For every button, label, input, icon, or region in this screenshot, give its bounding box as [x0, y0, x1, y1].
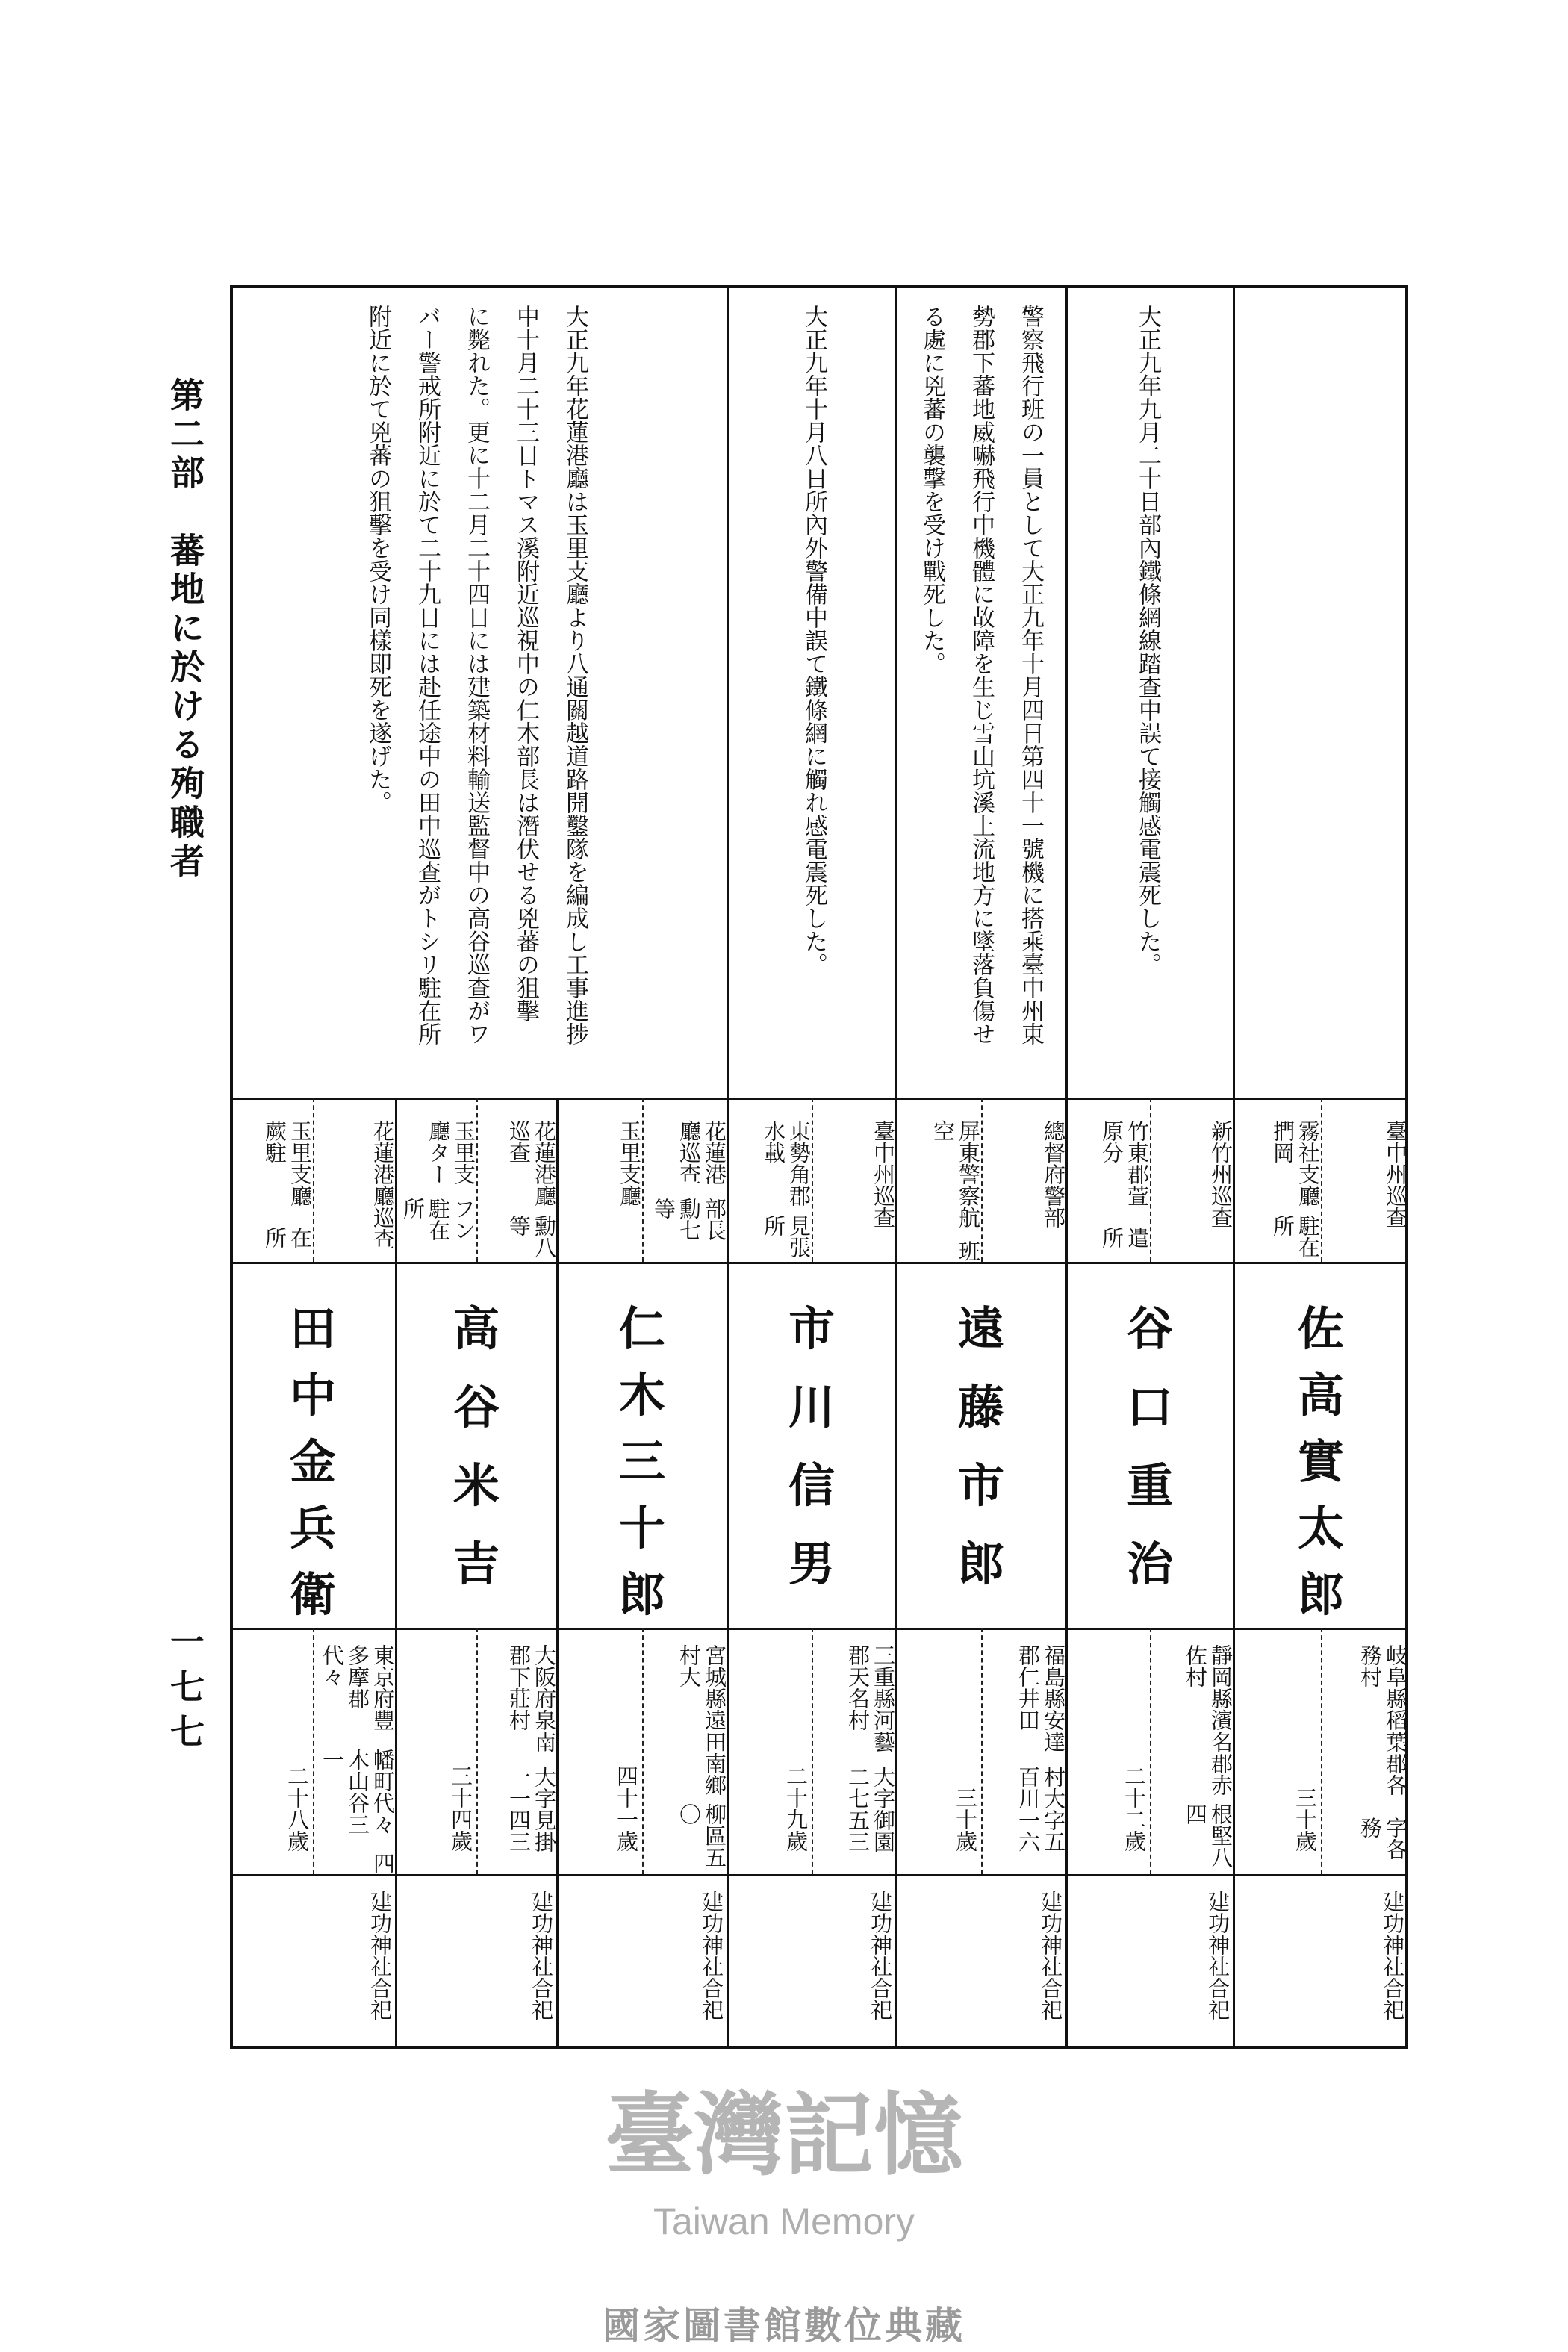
narrative-line: る處に兇蕃の襲擊を受け戰死した。: [918, 305, 945, 675]
shrine-note: 建功神社合祀: [699, 1891, 724, 2020]
person-name: [230, 1292, 396, 1622]
age-cell: [1233, 1628, 1322, 1874]
entry-column: [1066, 1098, 1233, 2047]
person-name: [1233, 1292, 1408, 1622]
post: [896, 1120, 981, 1262]
name-char: 遠: [957, 1301, 1004, 1356]
post-line: 霧社支廳捫岡: [1270, 1120, 1321, 1207]
post-line: 屏東警察航空: [930, 1120, 981, 1228]
title-cell: [727, 1098, 896, 1262]
rank-line: 臺中州巡查: [871, 1120, 896, 1228]
rank-cell: [642, 1098, 727, 1262]
name-char: 谷: [452, 1380, 500, 1434]
post-line: 在所: [262, 1226, 313, 1248]
rank: [981, 1120, 1066, 1228]
name-char: 金: [289, 1434, 336, 1489]
footer-credit: 國家圖書館數位典藏: [603, 2303, 965, 2348]
name-char: 高: [1297, 1368, 1344, 1422]
name-char: 吉: [452, 1537, 500, 1591]
domicile: [1150, 1644, 1233, 1874]
age: 二十二歲: [1121, 1765, 1147, 1852]
rank-cell: [812, 1098, 896, 1262]
post-cell: [396, 1098, 478, 1262]
shrine-cell: [1066, 1874, 1233, 2047]
post: [727, 1120, 812, 1262]
address-line: 幡町代々木山谷三一: [320, 1748, 396, 1835]
rank: [642, 1120, 727, 1262]
watermark-text: Taiwan Memory: [653, 2200, 915, 2242]
part-header: 第二部 蕃地に於ける殉職者: [165, 377, 205, 882]
name-char: 佐: [1297, 1301, 1344, 1356]
narrative-line: に斃れた。更に十二月二十四日には建築材料輸送監督中の高谷巡查がワ: [463, 305, 490, 1045]
person-name: [1066, 1292, 1233, 1605]
name-char: 治: [1126, 1537, 1173, 1591]
name-char: 郎: [1297, 1567, 1344, 1622]
name-char: 實: [1297, 1434, 1344, 1489]
divider: [1065, 285, 1068, 1099]
name-char: 川: [788, 1380, 835, 1434]
name-char: 郎: [618, 1567, 665, 1622]
name-char: 木: [618, 1368, 665, 1422]
address-line: 字各務: [1357, 1817, 1408, 1860]
domicile-cell: [476, 1628, 557, 1874]
rank-cell: [1321, 1098, 1408, 1262]
name-cell: [557, 1262, 727, 1628]
age: 三十歲: [1292, 1787, 1318, 1852]
address-line: 四: [370, 1852, 396, 1874]
address-line: 福島縣安達郡仁井田: [1015, 1644, 1066, 1752]
shrine-cell: [1233, 1874, 1408, 2047]
shrine-note: 建功神社合祀: [868, 1891, 893, 2020]
title-cell: [896, 1098, 1066, 1262]
address-cell: [557, 1628, 727, 1874]
title-cell: [1066, 1098, 1233, 1262]
post: [230, 1120, 313, 1262]
rank-line: 花蓮港廳巡查: [506, 1120, 557, 1207]
rank: [1150, 1120, 1233, 1228]
name-char: 田: [289, 1301, 336, 1356]
page-number: 一七七: [165, 1624, 205, 1758]
domicile-cell: [1321, 1628, 1408, 1874]
post: [557, 1120, 642, 1207]
narrative-line: 勢郡下蕃地威嚇飛行中機體に故障を生じ雪山坑溪上流地方に墜落負傷せ: [968, 305, 995, 1045]
address-cell: [727, 1628, 896, 1874]
domicile-cell: [812, 1628, 896, 1874]
post-line: 東勢角郡水載: [761, 1120, 812, 1207]
narrative-line: 大正九年九月二十日部內鐵條網線踏查中誤て接觸感電震死した。: [1134, 305, 1161, 976]
address-line: 三重縣河藝郡天名村: [845, 1644, 896, 1752]
post-line: 玉里支廳ター: [426, 1120, 476, 1185]
post-line: 玉里支廳: [617, 1120, 642, 1207]
name-cell: [230, 1262, 396, 1628]
shrine-note: 建功神社合祀: [529, 1891, 554, 2020]
post: [396, 1120, 476, 1262]
post-line: 玉里支廳蕨駐: [262, 1120, 313, 1207]
address-line: 大阪府泉南郡下莊村: [506, 1644, 557, 1752]
post-cell: [230, 1098, 314, 1262]
person-name: [896, 1292, 1066, 1605]
rank-line: 臺中州巡查: [1383, 1120, 1408, 1228]
narrative-line: 大正九年十月八日所內外警備中誤て鐵條網に觸れ感電震死した。: [800, 305, 827, 976]
post: [1066, 1120, 1150, 1262]
rank-line: 新竹州巡查: [1208, 1120, 1233, 1228]
divider: [895, 285, 897, 1099]
name-char: 谷: [1126, 1301, 1173, 1356]
name-char: 藤: [957, 1380, 1004, 1434]
post-cell: [1066, 1098, 1151, 1262]
post-line: 班: [956, 1240, 981, 1262]
address-line: 根堅八四: [1183, 1803, 1233, 1869]
name-char: 中: [289, 1368, 336, 1422]
address-line: 宮城縣遠田南鄉村大: [676, 1644, 727, 1796]
age-cell: [396, 1628, 478, 1874]
narrative-line: 大正九年花蓮港廳は玉里支廳より八通關越道路開鑿隊を編成し工事進捗: [561, 305, 588, 1045]
title-cell: [396, 1098, 557, 1262]
person-name: [727, 1292, 896, 1605]
narrative-line: バー警戒所附近に於て二十九日には赴任途中の田中巡查がトシリ駐在所: [414, 305, 441, 1045]
shrine-cell: [557, 1874, 727, 2047]
age-cell: [896, 1628, 983, 1874]
post-line: 見張所: [761, 1214, 812, 1258]
person-name: [396, 1292, 557, 1605]
domicile: [812, 1644, 896, 1874]
age: 三十四歲: [448, 1765, 473, 1852]
rank-line: 花蓮港廳巡查: [370, 1120, 396, 1250]
rank-cell: [1150, 1098, 1233, 1262]
name-char: 兵: [289, 1501, 336, 1555]
post-cell: [557, 1098, 644, 1262]
domicile-cell: [981, 1628, 1066, 1874]
domicile: [981, 1644, 1066, 1874]
age-cell: [557, 1628, 644, 1874]
name-cell: [896, 1262, 1066, 1628]
name-char: 衛: [289, 1567, 336, 1622]
name-char: 太: [1297, 1501, 1344, 1555]
name-char: 市: [957, 1458, 1004, 1513]
name-char: 郎: [957, 1537, 1004, 1591]
age-cell: [727, 1628, 813, 1874]
post-line: 遣所: [1099, 1226, 1150, 1248]
name-char: 仁: [618, 1301, 665, 1356]
title-cell: [1233, 1098, 1408, 1262]
rank-line: 部長勳七等: [651, 1197, 727, 1241]
name-char: 米: [452, 1458, 500, 1513]
address-line: 東京府豐多摩郡代々: [320, 1644, 396, 1731]
address-line: 大字御園二七五三: [845, 1766, 896, 1853]
narrative-endo: [907, 305, 1055, 1045]
shrine-note: 建功神社合祀: [1380, 1891, 1405, 2020]
name-char: 高: [452, 1301, 500, 1356]
rank-line: 花蓮港廳巡查: [676, 1120, 727, 1185]
rank-cell: [476, 1098, 557, 1262]
shrine-cell: [896, 1874, 1066, 2047]
narrative-line: 附近に於て兇蕃の狙擊を受け同樣即死を遂げた。: [364, 305, 391, 814]
divider: [1233, 285, 1235, 1099]
age: 二十八歲: [284, 1765, 310, 1852]
shrine-note: 建功神社合祀: [1205, 1891, 1231, 2020]
name-cell: [396, 1262, 557, 1628]
address-cell: [1066, 1628, 1233, 1874]
domicile-cell: [313, 1628, 396, 1874]
name-char: 三: [618, 1434, 665, 1489]
shrine-cell: [727, 1874, 896, 2047]
title-cell: [557, 1098, 727, 1262]
domicile: [313, 1644, 396, 1874]
shrine-cell: [230, 1874, 396, 2047]
narrative-taniguchi: [1123, 305, 1172, 976]
watermark-logo: 臺灣記憶: [605, 2082, 963, 2188]
shrine-cell: [396, 1874, 557, 2047]
address-cell: [230, 1628, 396, 1874]
person-name: [557, 1292, 727, 1622]
entry-column: [396, 1098, 557, 2047]
name-char: 市: [788, 1301, 835, 1356]
post-cell: [1233, 1098, 1322, 1262]
entry-column: [727, 1098, 896, 2047]
domicile-cell: [1150, 1628, 1233, 1874]
name-cell: [1233, 1262, 1408, 1628]
age: 四十一歲: [614, 1765, 639, 1852]
domicile: [1321, 1644, 1408, 1874]
entry-column: [1233, 1098, 1408, 2047]
age: 三十歲: [953, 1787, 978, 1852]
domicile: [642, 1644, 727, 1874]
narrative-niki-takaya-tanaka: [353, 305, 600, 1045]
name-char: 信: [788, 1458, 835, 1513]
rank: [313, 1120, 396, 1250]
age-cell: [1066, 1628, 1151, 1874]
address-line: 柳區五〇: [676, 1803, 727, 1869]
address-line: 村大字五百川一六: [1015, 1766, 1066, 1853]
post: [1233, 1120, 1321, 1262]
post-cell: [896, 1098, 983, 1262]
address-cell: [896, 1628, 1066, 1874]
name-cell: [1066, 1262, 1233, 1628]
title-cell: [230, 1098, 396, 1262]
address-line: 大字見掛一一四三: [506, 1766, 557, 1853]
rank-line: 總督府警部: [1041, 1120, 1066, 1228]
address-line: 靜岡縣濱名郡赤佐村: [1183, 1644, 1233, 1796]
rank: [1321, 1120, 1408, 1228]
domicile: [476, 1644, 557, 1874]
name-char: 口: [1126, 1380, 1173, 1434]
domicile-cell: [642, 1628, 727, 1874]
shrine-note: 建功神社合祀: [1038, 1891, 1063, 2020]
rank: [812, 1120, 896, 1228]
narrative-line: 警察飛行班の一員として大正九年十月四日第四十一號機に搭乘臺中州東: [1017, 305, 1044, 1045]
entry-column: [557, 1098, 727, 2047]
narrative-ichikawa: [789, 305, 839, 976]
name-char: 重: [1126, 1458, 1173, 1513]
age-cell: [230, 1628, 314, 1874]
post-cell: [727, 1098, 813, 1262]
address-line: 岐阜縣稻葉郡各務村: [1357, 1644, 1408, 1796]
name-char: 男: [788, 1537, 835, 1591]
post-line: 駐在所: [1270, 1214, 1321, 1258]
narrative-line: 中十月二十三日トマス溪附近巡視中の仁木部長は潛伏せる兇蕃の狙擊: [512, 305, 539, 1022]
divider: [727, 285, 729, 1099]
rank-cell: [313, 1098, 396, 1262]
rank: [476, 1120, 557, 1262]
rank-line: 勳八等: [506, 1214, 557, 1258]
entry-column: [896, 1098, 1066, 2047]
name-cell: [727, 1262, 896, 1628]
address-cell: [1233, 1628, 1408, 1874]
shrine-note: 建功神社合祀: [367, 1891, 393, 2020]
rank-cell: [981, 1098, 1066, 1262]
address-cell: [396, 1628, 557, 1874]
post-line: 竹東郡萱原分: [1099, 1120, 1150, 1207]
entry-column: [230, 1098, 396, 2047]
name-char: 十: [618, 1501, 665, 1555]
post-line: フン駐在所: [400, 1197, 476, 1241]
age: 二十九歲: [783, 1765, 809, 1852]
